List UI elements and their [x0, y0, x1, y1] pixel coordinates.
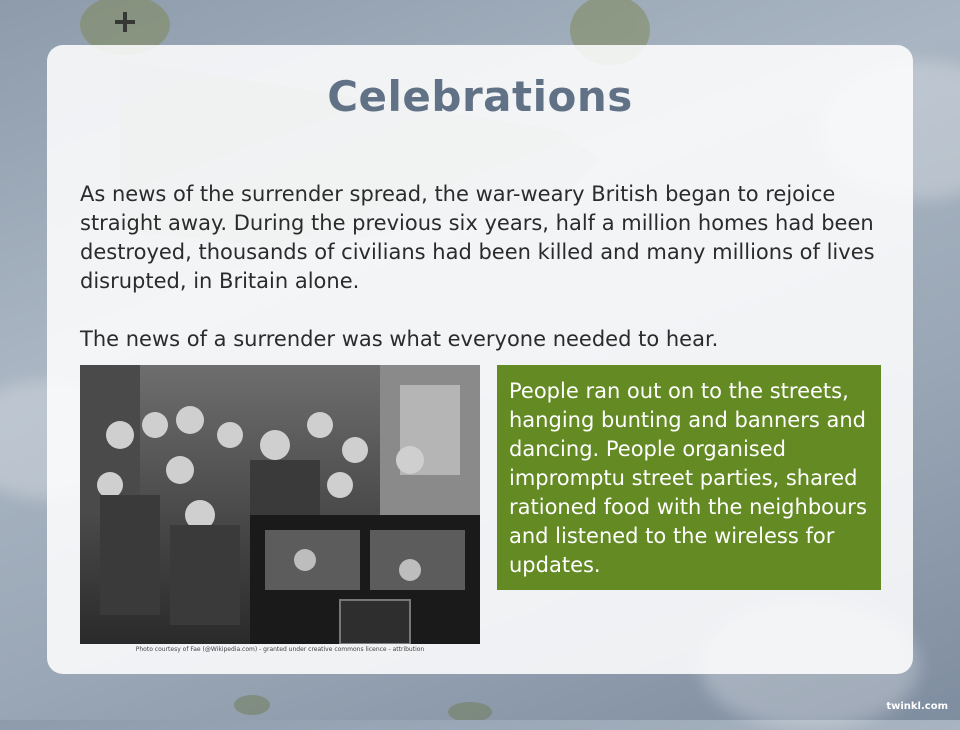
- highlight-box: [497, 365, 881, 590]
- highlight-text: People ran out on to the streets, hanging bunting and banners and dancing. People organised impromptu street parties, shared rationed food with the neighbours and listened to the wireless for updates.: [509, 379, 867, 577]
- photo-caption: Photo courtesy of Fae (@Wikipedia.com) - granted under creative commons licence - attribution: [135, 646, 425, 653]
- slide-title: Celebrations: [327, 72, 633, 121]
- intro-paragraph: As news of the surrender spread, the war-weary British began to rejoice straight away. During the previous six years, half a million homes had been destroyed, thousands of civilians had been killed and many millions of lives disrupted, in Britain alone.: [80, 182, 875, 293]
- twinkl-watermark: twinkl.com: [886, 701, 948, 712]
- surrender-news-paragraph: The news of a surrender was what everyone needed to hear.: [80, 327, 719, 351]
- celebration-photo: [80, 365, 480, 644]
